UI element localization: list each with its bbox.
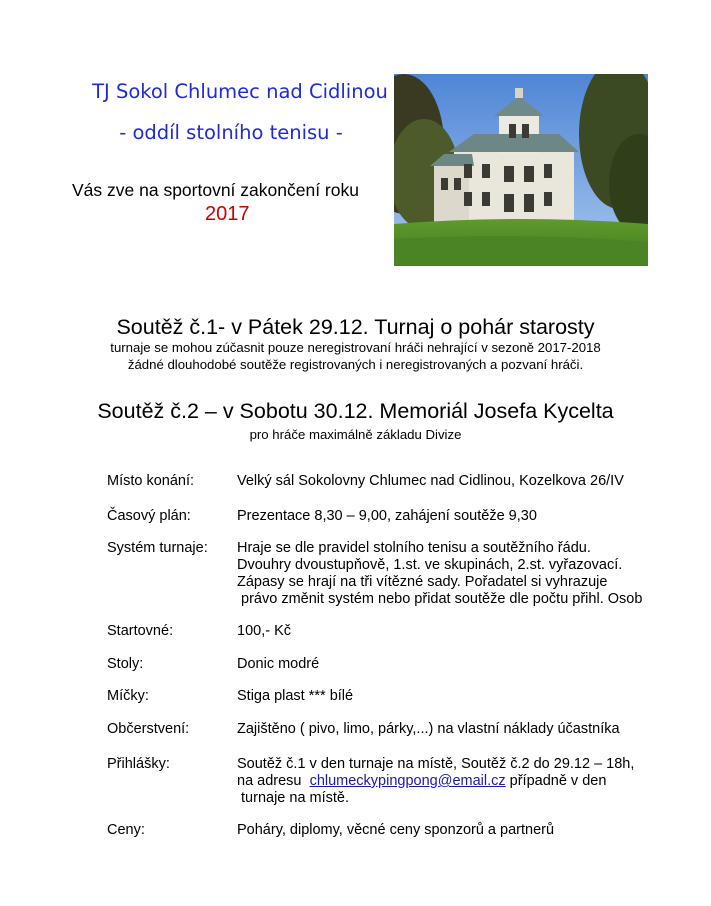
event-year: 2017 xyxy=(205,203,250,225)
system-line: Zápasy se hrají na tři vítězné sady. Pořadatel si vyhrazuje xyxy=(237,574,608,590)
club-title: TJ Sokol Chlumec nad Cidlinou xyxy=(92,80,388,103)
entry-line-2 xyxy=(237,773,634,790)
contest2-title: Soutěž č.2 – v Sobotu 30.12. Memoriál Josefa Kycelta xyxy=(97,399,614,423)
place-value: Velký sál Sokolovny Chlumec nad Cidlinou, Kozelkova 26/IV xyxy=(237,473,624,489)
system-value xyxy=(237,540,642,608)
time-value: Prezentace 8,30 – 9,00, zahájení soutěže 9,30 xyxy=(237,508,537,524)
balls-label: Míčky: xyxy=(107,688,149,704)
entry-value xyxy=(237,756,634,807)
chateau-photo xyxy=(394,74,648,266)
tables-value: Donic modré xyxy=(237,656,320,672)
system-line: Dvouhry dvoustupňově, 1.st. ve skupinách, 2.st. vyřazovací. xyxy=(237,557,623,573)
system-line: právo změnit systém nebo přidat soutěže dle počtu přihl. Osob xyxy=(237,591,643,607)
prizes-label: Ceny: xyxy=(107,822,145,838)
balls-value: Stiga plast *** bílé xyxy=(237,688,354,704)
contest1-note-1: turnaje se mohou zúčasnit pouze neregistrovaní hráči nehrající v sezoně 2017-2018 xyxy=(110,340,601,355)
chateau-illustration xyxy=(394,74,648,266)
entry-pre: na adresu xyxy=(237,773,310,789)
system-line: Hraje se dle pravidel stolního tenisu a soutěžního řádu. xyxy=(237,540,591,556)
food-label: Občerstvení: xyxy=(107,721,190,737)
contest1-title: Soutěž č.1- v Pátek 29.12. Turnaj o pohár starosty xyxy=(116,315,595,339)
email-link[interactable]: chlumeckypingpong@email.cz xyxy=(309,773,506,789)
system-label: Systém turnaje: xyxy=(107,540,208,556)
entry-line-1: Soutěž č.1 v den turnaje na místě, Soutěž č.2 do 29.12 – 18h, xyxy=(237,756,635,772)
food-value: Zajištěno ( pivo, limo, párky,...) na vlastní náklady účastníka xyxy=(237,721,620,737)
contest2-note: pro hráče maximálně základu Divize xyxy=(249,427,462,442)
fee-value: 100,- Kč xyxy=(237,623,291,639)
invite-text: Vás zve na sportovní zakončení roku xyxy=(72,180,359,200)
time-label: Časový plán: xyxy=(107,508,191,524)
fee-label: Startovné: xyxy=(107,623,174,639)
place-label: Místo konání: xyxy=(107,473,195,489)
entry-line-3: turnaje na místě. xyxy=(237,790,350,806)
entry-post: případně v den xyxy=(505,773,607,789)
tables-label: Stoly: xyxy=(107,656,144,672)
contest1-note-2: žádné dlouhodobé soutěže registrovaných i neregistrovaných a pozvaní hráči. xyxy=(127,357,584,372)
entry-label: Přihlášky: xyxy=(107,756,170,772)
prizes-value: Poháry, diplomy, věcné ceny sponzorů a partnerů xyxy=(237,822,555,838)
section-subtitle: - oddíl stolního tenisu - xyxy=(119,121,343,144)
